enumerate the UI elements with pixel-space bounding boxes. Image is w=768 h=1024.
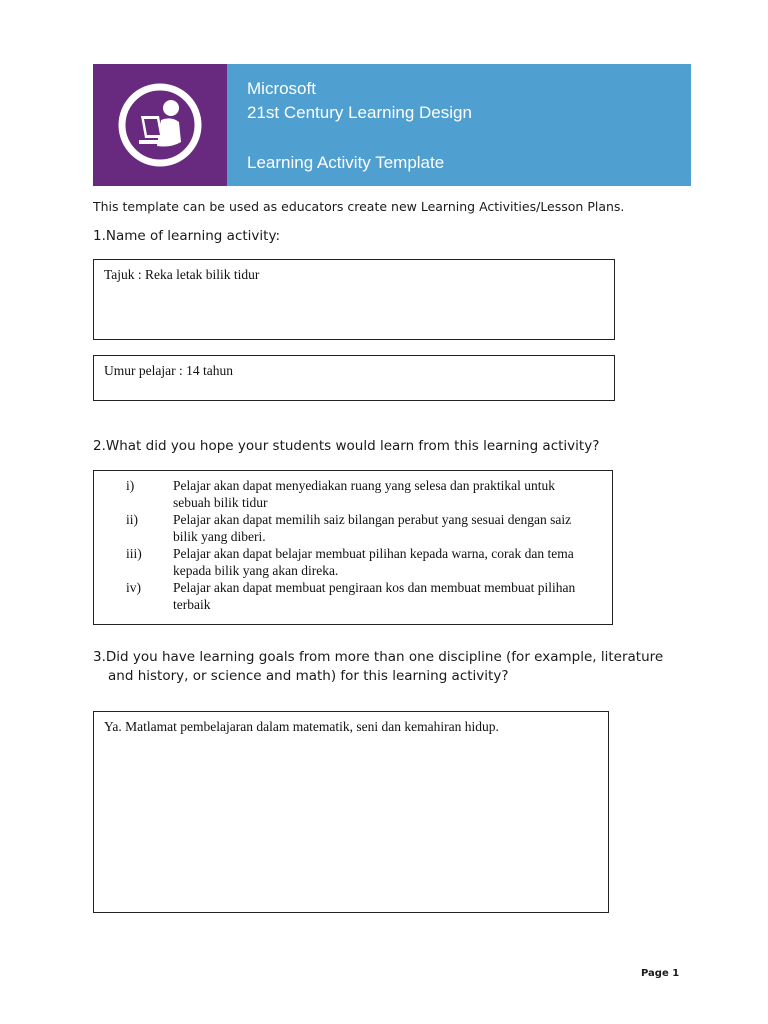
list-item-text: Pelajar akan dapat membuat pengiraan kos dan membuat membuat pilihan terbaik — [173, 580, 576, 612]
page-number: Page 1 — [641, 968, 680, 979]
title-panel — [227, 64, 691, 186]
intro-text: This template can be used as educators create new Learning Activities/Lesson Plans. — [93, 199, 625, 214]
learning-outcomes-box — [93, 470, 613, 625]
learning-outcomes-list — [126, 477, 576, 613]
list-item — [126, 545, 576, 579]
learning-goals-box — [93, 711, 609, 913]
student-age-box — [93, 355, 615, 401]
list-item-number: ii) — [126, 512, 138, 527]
question-1-label: 1.Name of learning activity: — [93, 228, 280, 244]
list-item-number: i) — [126, 478, 135, 493]
list-item-text: Pelajar akan dapat menyediakan ruang yang selesa dan praktikal untuk sebuah bilik tidur — [173, 478, 555, 510]
activity-name-text: Tajuk : Reka letak bilik tidur — [104, 267, 260, 282]
list-item-number: iv) — [126, 580, 141, 595]
brand-name: Microsoft — [247, 79, 316, 98]
student-age-text: Umur pelajar : 14 tahun — [104, 363, 233, 378]
list-item — [126, 477, 576, 511]
question-2-label: 2.What did you hope your students would learn from this learning activity? — [93, 438, 600, 454]
list-item-text: Pelajar akan dapat belajar membuat pilihan kepada warna, corak dan tema kepada bilik yang akan direka. — [173, 546, 574, 578]
question-3-label: 3.Did you have learning goals from more than one discipline (for example, literature and history, or science and math) for this learning activity? — [93, 649, 664, 684]
logo-panel — [93, 64, 227, 186]
person-laptop-icon — [111, 76, 209, 174]
learning-goals-text: Ya. Matlamat pembelajaran dalam matematik, seni dan kemahiran hidup. — [104, 719, 499, 734]
list-item — [126, 579, 576, 613]
document-title: Learning Activity Template — [247, 153, 445, 172]
program-name: 21st Century Learning Design — [247, 103, 472, 122]
header-banner — [93, 64, 691, 186]
activity-name-box — [93, 259, 615, 340]
list-item-text: Pelajar akan dapat memilih saiz bilangan perabut yang sesuai dengan saiz bilik yang diberi. — [173, 512, 572, 544]
list-item — [126, 511, 576, 545]
list-item-number: iii) — [126, 546, 142, 561]
